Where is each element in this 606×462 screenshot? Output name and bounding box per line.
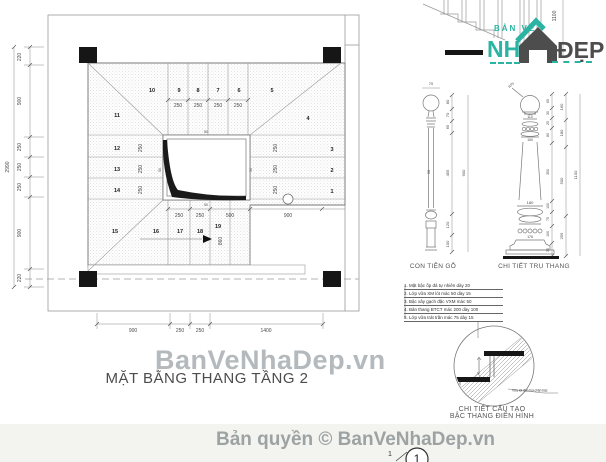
void-dimension: 50 [204,130,208,134]
plan-title: MẶT BẰNG THANG TẦNG 2 [105,370,309,387]
dimension-label: 250 [173,103,183,109]
step-number: 6 [237,88,241,94]
dimension-label: 65 [445,124,450,130]
dimension-label: 120 [445,221,450,229]
step-number: 15 [111,229,119,235]
note-line: 4. Bản thang BTCT mác 200 dày 100 [404,307,503,314]
detail-caption-line1: CHI TIẾT CẤU TẠO [458,406,526,413]
note-line: 1. Mặt bậc ốp đá tự nhiên dày 20 [404,283,503,290]
logo-suffix-text: ĐẸP [557,37,605,63]
dimension-label: 250 [138,164,144,174]
walkline-dimension: 860 [218,236,224,246]
section-fragment [423,0,541,46]
dimension-label: 30 [426,169,431,175]
dimension-label: 1400 [260,328,272,334]
void-dimension: 50 [204,203,208,207]
newel-ground-line [503,256,559,259]
dimension-label: 350 [546,169,550,175]
detail-caption [436,406,548,420]
dimension-label: 150 [527,138,533,142]
step-number: 17 [176,229,184,235]
step-number: 18 [196,229,204,235]
detail-steps [446,329,544,416]
dimension-label: 250 [193,103,203,109]
dimension-label: 220 [17,52,23,62]
step-number: 1 [330,189,334,195]
step-number: 10 [148,88,156,94]
dimension-label: 500 [225,213,235,219]
dimension-label: 250 [174,213,184,219]
dimension-label: 80 [445,99,450,105]
void-dimension: 50 [249,168,253,172]
dimension-label: 100 [445,240,450,248]
step-number: 4 [306,116,310,122]
copyright-text: Bản quyền © BanVeNhaDep.vn [216,429,496,450]
dimension-label: 70 [428,81,434,86]
newel-dim-labels [508,82,578,252]
radius-label: R75 [507,81,515,89]
dimension-label: 900 [283,213,293,219]
dimension-label: 25 [546,121,550,125]
detail-caption-line2: BẬC THANG ĐIỂN HÌNH [449,413,535,420]
dimension-label: 180 [526,200,534,205]
dimension-label: 220 [17,273,23,283]
step-number: 3 [330,147,334,153]
section-dimension: 1100 [552,10,558,22]
dimension-label: 35 [546,248,550,252]
void-dimension: 50 [158,168,162,172]
dimension-label: 250 [273,185,279,195]
dimension-label: 100 [546,203,550,209]
dimension-label: 70 [445,112,450,118]
watermark-text: BanVeNhaDep.vn [155,345,386,375]
step-number: 11 [114,113,120,119]
dimension-label: 250 [138,143,144,153]
newel-caption: CHI TIẾT TRỤ THANG [498,263,570,270]
step-number: 7 [216,88,220,94]
dimension-label: 110 [527,115,533,119]
logo-underline [552,61,592,63]
dimension-label: 250 [213,103,223,109]
stair-ledge [88,265,305,274]
dimension-label: 65 [546,99,550,103]
dimension-label: 900 [17,96,23,106]
dimension-label: 176 [527,235,533,239]
step-number: 14 [113,188,121,194]
total-dimension: 2990 [5,161,11,173]
dimension-label: 250 [138,185,144,195]
step-number: 5 [270,88,274,94]
dimension-label: 80 [546,133,550,137]
dimension-label: 160 [559,103,564,111]
logo-main-text: NH [487,36,521,62]
step-number: 8 [196,88,200,94]
marker-number-small: 1 [388,451,392,458]
construction-notes [404,283,503,323]
note-line: 2. Lớp vữa XM lót mác 50 dày 15 [404,291,503,298]
step-number: 12 [113,146,121,152]
marker-number: 1 [413,452,421,462]
dimension-label: 250 [17,162,23,172]
dimension-label: 900 [128,328,138,334]
step-number: 2 [330,168,334,174]
dimension-label: 455 [445,169,450,177]
detail-note-label: Vữa lót đàn hồi chân bậc [512,388,548,393]
dimension-label: 250 [17,182,23,192]
baluster-dim-labels [445,99,466,247]
dimension-label: 75 [546,217,550,221]
dimension-label: 250 [175,328,185,334]
dimension-label: 250 [233,103,243,109]
total-dimension: 1100 [573,170,578,180]
note-line: 3. Bậc xây gạch đặc VXM mác 50 [404,299,503,306]
dimension-label: 500 [559,177,564,185]
section-black-bar [445,50,483,55]
dimension-label: 250 [273,164,279,174]
step-number: 13 [113,167,121,173]
baluster-caption: CON TIỆN GỖ [409,263,457,270]
step-number: 9 [177,88,181,94]
newel-post-plan [283,194,293,204]
dimension-label: 250 [273,143,279,153]
dimension-label: 180 [559,129,564,137]
note-line: 5. Lớp vữa trát trần mác 75 dày 15 [404,315,503,322]
dimension-label: 900 [17,228,23,238]
dimension-label: 250 [195,213,205,219]
logo-underline [490,62,520,64]
dimension-label: 255 [559,232,564,240]
dimension-label: 250 [195,328,205,334]
step-number: 19 [214,224,222,230]
step-number: 16 [152,229,160,235]
dimension-label: 100 [546,231,550,237]
total-dimension: 900 [461,169,466,177]
dimension-label: 30 [546,111,550,115]
dimension-label: 250 [17,142,23,152]
logo-tagline: BẢN VẼ [494,24,537,33]
